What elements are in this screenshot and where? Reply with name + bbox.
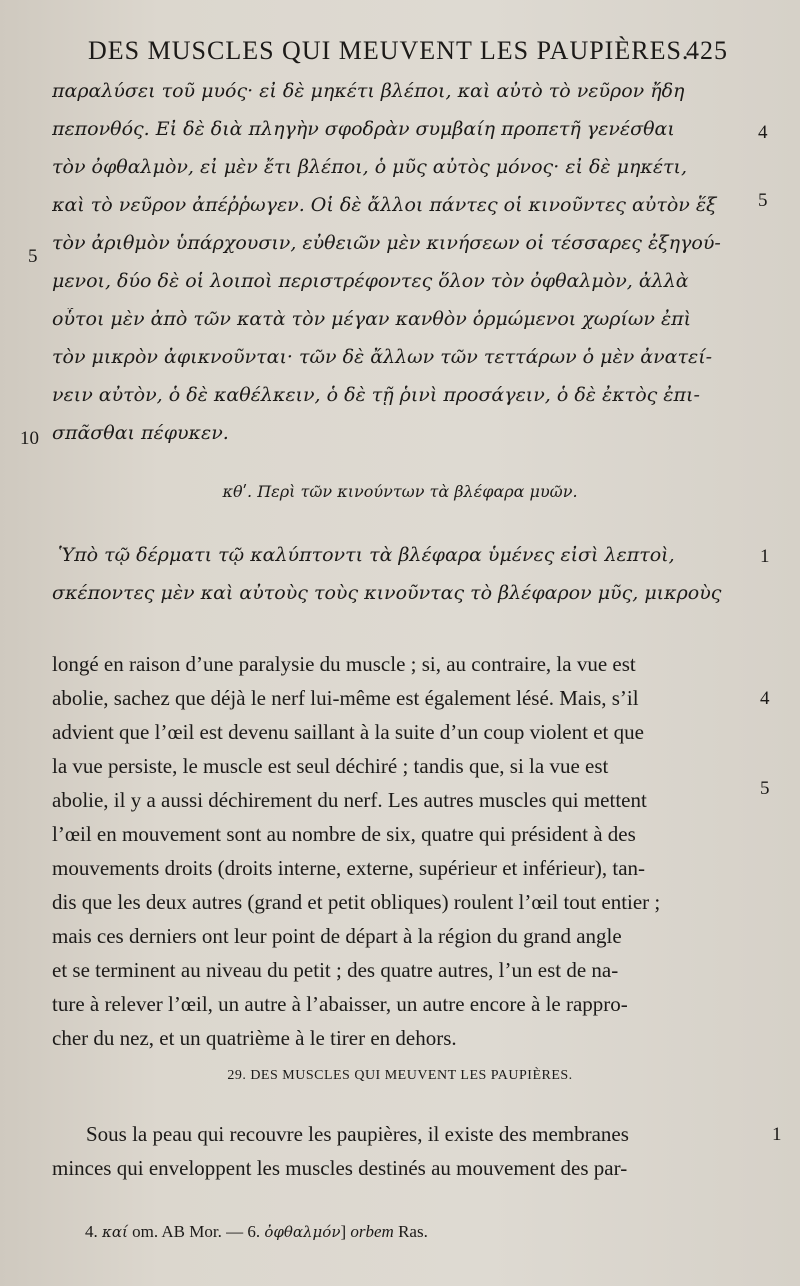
french-line: longé en raison d’une paralysie du muscle ; si, au contraire, la vue est: [52, 652, 636, 676]
greek-line: παραλύσει τοῦ μυός· εἰ δὲ μηκέτι βλέποι, καὶ αὐτὸ τὸ νεῦρον ἤδη: [52, 80, 685, 102]
greek-chapter-heading: κθʹ. Περὶ τῶν κινούντων τὰ βλέφαρα μυῶν.: [222, 482, 578, 501]
greek-line: σκέποντες μὲν καὶ αὐτοὺς τοὺς κινοῦντας τὸ βλέφαρον μῦς, μικροὺς: [52, 582, 722, 604]
french-chapter-heading: 29. DES MUSCLES QUI MEUVENT LES PAUPIÈRES.: [227, 1068, 573, 1083]
line-marker: 5: [758, 190, 768, 211]
french-line: la vue persiste, le muscle est seul déchiré ; tandis que, si la vue est: [52, 754, 609, 778]
french-line: minces qui enveloppent les muscles destinés au mouvement des par-: [52, 1156, 628, 1180]
greek-line: νειν αὐτὸν, ὁ δὲ καθέλκειν, ὁ δὲ τῇ ῥινὶ προσάγειν, ὁ δὲ ἐκτὸς ἐπι-: [52, 384, 700, 406]
greek-line: τὸν μικρὸν ἀφικνοῦνται· τῶν δὲ ἄλλων τῶν τεττάρων ὁ μὲν ἀνατεί-: [52, 346, 713, 368]
greek-line: τὸν ὀφθαλμὸν, εἰ μὲν ἔτι βλέποι, ὁ μῦς αὐτὸς μόνος· εἰ δὲ μηκέτι,: [52, 156, 688, 178]
line-marker: 10: [20, 428, 39, 449]
french-line: ture à relever l’œil, un autre à l’abaisser, un autre encore à le rappro-: [52, 992, 628, 1016]
footnote: [85, 1222, 745, 1242]
footnote-greek: καί: [102, 1223, 128, 1241]
footnote-number: 4.: [85, 1222, 98, 1241]
footnote-italic: orbem: [350, 1222, 394, 1241]
footnote-text: Ras.: [398, 1222, 428, 1241]
line-marker: 1: [760, 546, 770, 567]
french-line: mouvements droits (droits interne, externe, supérieur et inférieur), tan-: [52, 856, 646, 880]
french-line: abolie, sachez que déjà le nerf lui-même est également lésé. Mais, s’il: [52, 686, 639, 710]
running-header: [88, 30, 748, 70]
french-line: cher du nez, et un quatrième à le tirer en dehors.: [52, 1026, 457, 1050]
greek-line: σπᾶσθαι πέφυκεν.: [52, 422, 229, 444]
footnote-text: om. AB Mor. — 6.: [132, 1222, 261, 1241]
running-title: DES MUSCLES QUI MEUVENT LES PAUPIÈRES.: [88, 36, 690, 65]
french-line: l’œil en mouvement sont au nombre de six, quatre qui président à des: [52, 822, 636, 846]
french-line: abolie, il y a aussi déchirement du nerf. Les autres muscles qui mettent: [52, 788, 647, 812]
page-number: 425: [686, 36, 728, 65]
french-line: Sous la peau qui recouvre les paupières, il existe des membranes: [86, 1122, 629, 1146]
greek-line: πεπονθός. Εἰ δὲ διὰ πληγὴν σφοδρὰν συμβαίη προπετῆ γενέσθαι: [52, 118, 675, 140]
greek-line: καὶ τὸ νεῦρον ἀπέῤῥωγεν. Οἱ δὲ ἄλλοι πάντες οἱ κινοῦντες αὐτὸν ἕξ: [52, 194, 717, 216]
french-line: et se terminent au niveau du petit ; des quatre autres, l’un est de na-: [52, 958, 619, 982]
line-marker: 4: [760, 688, 770, 709]
line-marker: 4: [758, 122, 768, 143]
greek-line: Ὑπὸ τῷ δέρματι τῷ καλύπτοντι τὰ βλέφαρα ὑμένες εἰσὶ λεπτοὶ,: [58, 544, 675, 566]
greek-line: τὸν ἀριθμὸν ὑπάρχουσιν, εὐθειῶν μὲν κινήσεων οἱ τέσσαρες ἐξηγού-: [52, 232, 721, 254]
line-marker: 5: [28, 246, 38, 267]
footnote-bracket: ]: [340, 1222, 347, 1241]
french-line: mais ces derniers ont leur point de départ à la région du grand angle: [52, 924, 622, 948]
french-line: advient que l’œil est devenu saillant à la suite d’un coup violent et que: [52, 720, 644, 744]
greek-line: μενοι, δύο δὲ οἱ λοιποὶ περιστρέφοντες ὅλον τὸν ὀφθαλμὸν, ἀλλὰ: [52, 270, 689, 292]
greek-line: οὗτοι μὲν ἀπὸ τῶν κατὰ τὸν μέγαν κανθὸν ὁρμώμενοι χωρίων ἐπὶ: [52, 308, 692, 330]
line-marker: 1: [772, 1124, 782, 1145]
footnote-greek: ὀφθαλμόν: [264, 1223, 341, 1241]
french-line: dis que les deux autres (grand et petit obliques) roulent l’œil tout entier ;: [52, 890, 661, 914]
line-marker: 5: [760, 778, 770, 799]
